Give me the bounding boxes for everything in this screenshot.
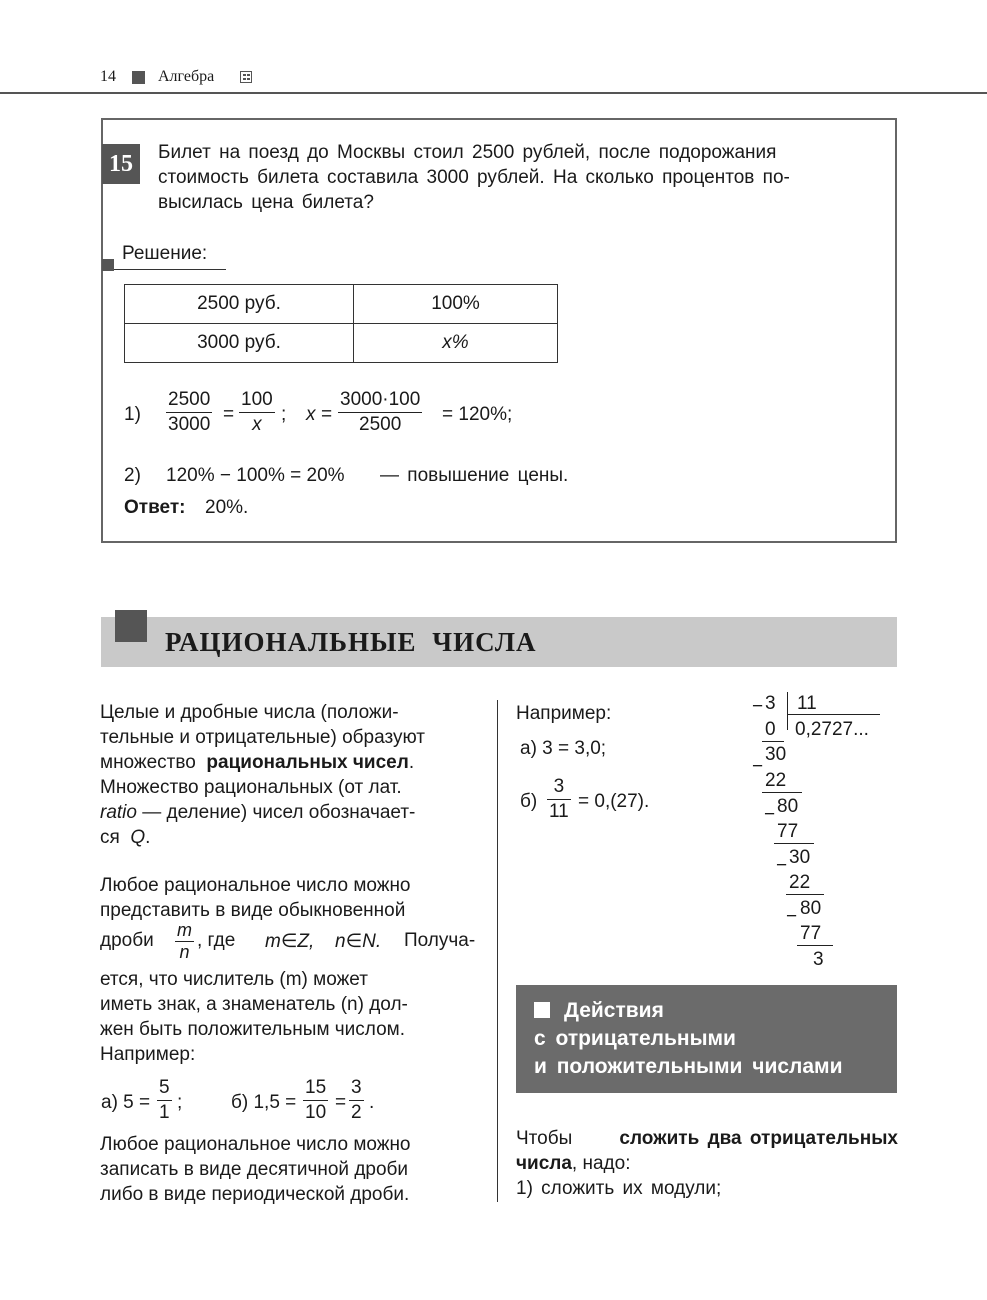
text-line: Целые и дробные числа (положи- (100, 702, 399, 723)
division-step: 80 (777, 796, 799, 817)
text-line (100, 800, 481, 825)
x-equals: x = (306, 404, 332, 425)
section-square-marker (115, 610, 147, 642)
answer-label: Ответ: (124, 497, 186, 518)
header-rule (0, 92, 987, 94)
text-fragment: . (145, 827, 151, 848)
subheading-line (534, 997, 843, 1025)
example-label: Например: (516, 703, 612, 724)
latin-word: ratio (100, 802, 137, 823)
paragraph-definition (100, 700, 481, 850)
divisor-underline (787, 714, 880, 715)
text-fragment: Чтобы (516, 1128, 573, 1149)
denominator: n (179, 942, 190, 962)
text-line: Множество рациональных (от лат. (100, 777, 402, 798)
minus-sign: − (752, 696, 764, 717)
equals-sign: = (223, 404, 235, 425)
subheading-line-text: Действия (564, 999, 664, 1022)
fraction (239, 388, 275, 437)
denominator: 10 (305, 1102, 327, 1123)
numerator: 3 (349, 1076, 364, 1101)
division-step: 77 (800, 923, 822, 944)
text-fragment: дроби (100, 930, 154, 951)
example-a-text: а) 5 = (101, 1092, 151, 1113)
divisor: 11 (797, 693, 817, 714)
rule-bold: сложить два отрицательных (619, 1128, 898, 1149)
minus-sign: − (776, 855, 788, 876)
rule-bold: числа (516, 1153, 572, 1174)
fraction (338, 388, 422, 437)
division-step: 22 (789, 872, 811, 893)
proportion-table (124, 284, 558, 363)
header-square-marker (132, 71, 145, 84)
table-cell: 100% (354, 285, 558, 324)
denominator: x (252, 414, 262, 435)
example-b-result: = 0,(27). (578, 791, 650, 812)
answer-value: 20%. (205, 497, 249, 518)
division-step: 22 (765, 770, 787, 791)
text-line: представить в виде обыкновенной (100, 900, 406, 921)
problem-statement (158, 140, 874, 215)
step-1-label: 1) (124, 404, 141, 425)
step-underline (762, 792, 802, 793)
square-bullet-icon (534, 1002, 550, 1018)
step-underline (797, 945, 833, 946)
step-2-label: 2) (124, 465, 141, 486)
step-2-comment: — повышение цены. (380, 465, 569, 486)
subheading-line: и положительными числами (534, 1055, 843, 1078)
division-step: 80 (800, 898, 822, 919)
denominator: 11 (549, 801, 569, 822)
problem-line: высилась цена билета? (158, 192, 374, 213)
problem-line: стоимость билета составила 3000 рублей. На сколько процентов по- (158, 167, 790, 188)
example-a: а) 3 = 3,0; (520, 738, 607, 759)
step-2-expression: 120% − 100% = 20% (166, 465, 345, 486)
example-b-label: б) (520, 791, 538, 812)
subheading-text (534, 997, 843, 1081)
numerator: 15 (303, 1076, 328, 1101)
minus-sign: − (752, 756, 764, 777)
numerator: 2500 (166, 388, 212, 413)
running-header-section: Алгебра (158, 68, 215, 85)
text-fragment: . (369, 1092, 375, 1113)
equals-sign: = (335, 1092, 347, 1113)
paragraph-representation-cont (100, 967, 481, 1067)
text-line: иметь знак, а знаменатель (n) дол- (100, 994, 408, 1015)
numerator: 3000·100 (338, 388, 422, 413)
table-cell: x% (354, 324, 558, 363)
set-symbol: Q (130, 827, 146, 848)
text-fragment: , надо: (571, 1153, 631, 1174)
text-fragment: множество (100, 752, 196, 773)
set-membership: n∈N. (335, 931, 382, 952)
text-line: жен быть положительным числом. (100, 1019, 406, 1040)
text-line: Например: (100, 1044, 196, 1065)
text-line (516, 1126, 898, 1151)
division-remainder: 3 (813, 949, 824, 970)
fraction (349, 1076, 364, 1125)
addition-rule (516, 1126, 898, 1201)
semicolon: ; (281, 404, 287, 425)
term-bold: рациональных чисел (206, 752, 409, 773)
example-b-text: б) 1,5 = (231, 1092, 297, 1113)
section-title: РАЦИОНАЛЬНЫЕ ЧИСЛА (165, 627, 537, 657)
step-underline (786, 894, 824, 895)
fraction (547, 775, 571, 824)
text-line: Любое рациональное число можно (100, 875, 411, 896)
division-step: 77 (777, 821, 799, 842)
fraction (175, 920, 194, 963)
table-row (125, 285, 558, 324)
paragraph-decimal (100, 1132, 481, 1207)
text-fragment: ; (177, 1092, 183, 1113)
fraction (157, 1076, 172, 1125)
text-line: Любое рациональное число можно (100, 1134, 411, 1155)
grid-icon (240, 71, 252, 83)
table-cell: 2500 руб. (125, 285, 354, 324)
division-step: 0 (765, 719, 776, 740)
fraction (303, 1076, 328, 1125)
solution-underline (114, 269, 226, 270)
long-division (740, 690, 890, 975)
division-step: 30 (765, 744, 787, 765)
division-bracket (787, 692, 788, 730)
text-line (100, 750, 481, 775)
text-line: ется, что числитель (m) может (100, 969, 368, 990)
numerator: 3 (547, 775, 571, 800)
text-line (100, 825, 481, 850)
dividend: 3 (765, 693, 776, 714)
set-membership: m∈Z, (265, 931, 315, 952)
denominator: 2 (351, 1102, 362, 1123)
numerator: m (177, 920, 192, 940)
quotient: 0,2727... (795, 719, 869, 740)
solution-marker-icon (102, 259, 114, 271)
text-line: либо в виде периодической дроби. (100, 1184, 410, 1205)
subheading-line: с отрицательными (534, 1027, 736, 1050)
table-cell: 3000 руб. (125, 324, 354, 363)
text-fragment: Получа- (404, 930, 476, 951)
numerator: 100 (239, 388, 275, 413)
problem-line: Билет на поезд до Москвы стоил 2500 рублей, после подорожания (158, 142, 777, 163)
step-underline (774, 843, 814, 844)
minus-sign: − (786, 906, 798, 927)
result: = 120%; (442, 404, 513, 425)
numerator: 5 (157, 1076, 172, 1101)
text-line (516, 1151, 898, 1176)
page-number: 14 (100, 68, 116, 85)
text-fragment: . (408, 752, 415, 773)
text-fragment: ся (100, 827, 120, 848)
text-fragment: — деление) чисел обозначает- (136, 802, 416, 823)
text-line: тельные и отрицательные) образуют (100, 727, 425, 748)
problem-number-badge: 15 (102, 144, 140, 184)
denominator: 2500 (359, 414, 402, 435)
denominator: 1 (159, 1102, 170, 1123)
column-separator (497, 700, 498, 1202)
fraction (166, 388, 212, 437)
denominator: 3000 (168, 414, 211, 435)
paragraph-representation (100, 873, 481, 923)
text-line: записать в виде десятичной дроби (100, 1159, 409, 1180)
text-fragment: , где (197, 930, 236, 951)
solution-label: Решение: (122, 243, 208, 264)
text-line: 1) сложить их модули; (516, 1178, 722, 1199)
division-step: 30 (789, 847, 811, 868)
table-row (125, 324, 558, 363)
minus-sign: − (764, 804, 776, 825)
step-underline (762, 741, 784, 742)
